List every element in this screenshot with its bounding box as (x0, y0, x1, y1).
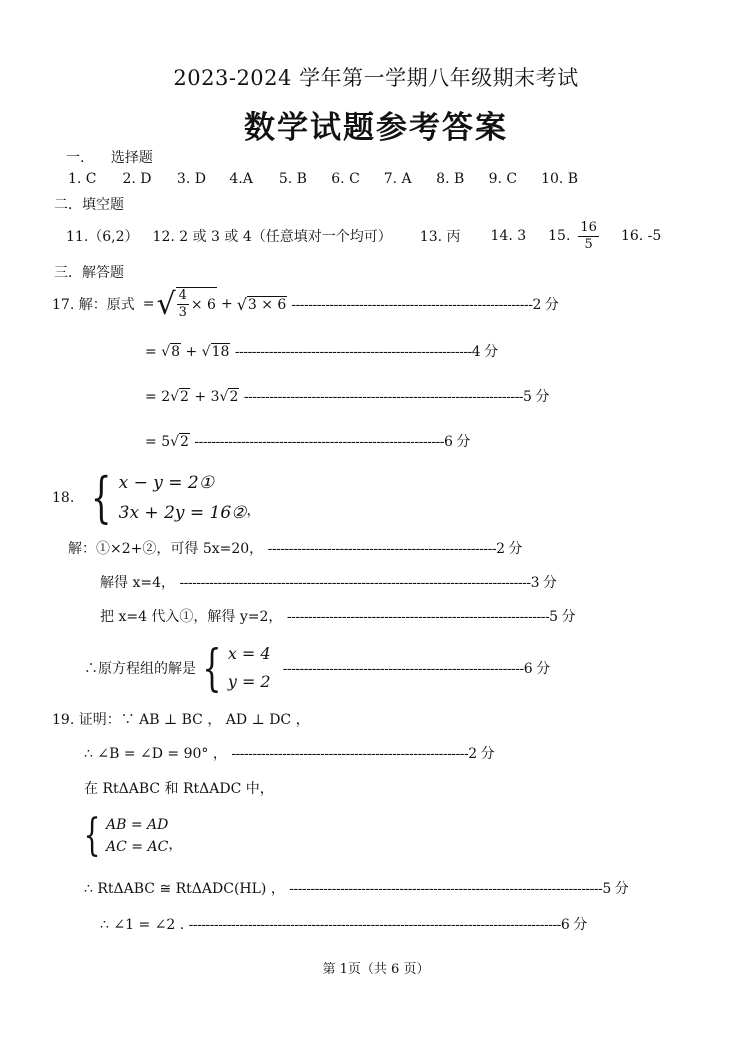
q17-line4 (145, 431, 470, 451)
fraction-denominator: 3 (178, 305, 187, 320)
comma: ， (246, 503, 261, 519)
solution-system (228, 640, 271, 696)
q17-line3 (145, 386, 549, 406)
choice-answer: 9. C (488, 171, 518, 187)
score-dashes-6: -----------------------------------------------------------6 分 (194, 434, 470, 450)
fill-blank-answers-row (66, 216, 661, 256)
sqrt-symbol: √ (201, 344, 211, 360)
score-dashes-6: ---------------------------------------------------------6 分 (282, 661, 550, 677)
radicand: 8 (171, 344, 181, 360)
fraction-denominator: 5 (584, 236, 593, 252)
q18-step2 (100, 572, 556, 592)
score-dashes-5: --------------------------------------------------------------------------5 分 (289, 881, 629, 897)
section1-number: 一. (66, 150, 85, 166)
q19-system (78, 810, 182, 862)
score-dashes-3: -----------------------------------------------------------------------------------3 分 (179, 575, 557, 591)
section3-heading: 三．解答题 (54, 265, 124, 281)
radicand: 2 (180, 389, 189, 405)
radicand-fraction (177, 288, 189, 321)
answer-15-fraction (578, 220, 599, 253)
q19-line4 (100, 914, 587, 934)
score-dashes-2: ------------------------------------------------------2 分 (267, 541, 522, 557)
sqrt-symbol: √ (219, 389, 229, 405)
exam-title: 2023-2024 学年第一学期八年级期末考试 (173, 66, 579, 90)
answer-12: 12. 2 或 3 或 4（任意填对一个均可） (152, 229, 392, 245)
equation-system (119, 468, 247, 528)
choice-answer: 5. B (278, 171, 307, 187)
equals-sign: = (145, 389, 157, 405)
left-brace: { (91, 466, 112, 529)
comma: ， (168, 837, 183, 853)
fraction-numerator: 4 (178, 288, 187, 303)
equals-sign: = (145, 434, 157, 450)
plus-sign: + (220, 296, 233, 312)
sqrt-symbol: √ (170, 434, 180, 450)
condition-2: AC = AC (106, 839, 169, 855)
q18-system (52, 466, 260, 530)
proof-step: ∴ RtΔABC ≅ RtΔADC(HL) ， (84, 881, 285, 897)
score-dashes-2: --------------------------------------------------------2 分 (231, 746, 495, 762)
score-dashes-5: ------------------------------------------------------------------5 分 (243, 389, 549, 405)
q17-line1 (52, 282, 558, 326)
choice-answer: 8. B (436, 171, 465, 187)
proof-step: ∴ ∠B = ∠D = 90° ， (84, 746, 227, 762)
radicand-2: 3 × 6 (247, 296, 287, 313)
choice-answer: 4.A (229, 171, 253, 187)
plus-sign: + (194, 389, 207, 405)
answer-key-title: 数学试题参考答案 (244, 110, 508, 146)
left-brace: { (202, 639, 222, 697)
section1-heading (66, 147, 153, 167)
answer-16: 16. -5 (620, 228, 662, 244)
coefficient: 2 (161, 389, 171, 405)
choice-answer: 3. D (176, 171, 206, 187)
answer-15-label: 15. (548, 228, 571, 244)
q18-label: 18. (52, 490, 75, 506)
answer-11: 11.（6,2） (66, 229, 139, 245)
equals-sign: = (142, 296, 155, 312)
radicand-1 (176, 287, 217, 321)
radicand: 2 (180, 434, 189, 450)
q18-step4 (84, 638, 550, 698)
q17-label: 17. 解：原式 (52, 297, 135, 313)
plus-sign: + (185, 344, 198, 360)
q19-line2: 在 RtΔABC 和 RtΔADC 中， (84, 781, 274, 797)
proof-step: ∴ ∠1 = ∠2 . (100, 917, 185, 933)
q19-line3 (84, 878, 628, 898)
q19-line0: 19. 证明：∵ AB ⊥ BC ， AD ⊥ DC ， (52, 712, 310, 728)
choice-answer: 7. A (383, 171, 412, 187)
congruence-conditions (106, 814, 168, 858)
choice-answer: 10. B (541, 171, 579, 187)
solution-x: x = 4 (227, 644, 271, 663)
choice-answer: 6. C (331, 171, 360, 187)
answer-14: 14. 3 (490, 228, 527, 244)
section2-heading: 二．填空题 (54, 197, 124, 213)
choice-answer: 2. D (122, 171, 152, 187)
q18-step3 (100, 606, 575, 626)
sqrt-symbol: √ (236, 294, 247, 314)
page-footer: 第 1页（共 6 页） (322, 962, 430, 977)
sqrt-symbol: √ (161, 344, 171, 360)
equals-sign: = (145, 344, 157, 360)
equation-1: x − y = 2① (118, 473, 214, 493)
sqrt-symbol: √ (170, 389, 180, 405)
solution-step: 把 x=4 代入①，解得 y=2， (100, 609, 283, 625)
q19-line1 (84, 743, 494, 763)
section1-title: 选择题 (110, 150, 153, 166)
solution-step: ∴原方程组的解是 (84, 661, 196, 677)
condition-1: AB = AD (106, 817, 169, 833)
answer-13: 13. 丙 (419, 229, 461, 245)
radicand-factor: × 6 (190, 296, 216, 313)
solution-step: 解得 x=4， (100, 575, 175, 591)
fraction-numerator: 16 (580, 219, 597, 235)
choice-answer: 1. C (68, 171, 97, 187)
q18-step1 (68, 538, 522, 558)
sqrt-symbol: √ (156, 286, 176, 322)
radicand: 18 (211, 344, 230, 360)
left-brace: { (83, 810, 101, 861)
score-dashes-2: ---------------------------------------------------------2 分 (291, 297, 559, 313)
score-dashes-4: --------------------------------------------------------4 分 (234, 344, 498, 360)
score-dashes-5: --------------------------------------------------------------5 分 (286, 609, 576, 625)
equation-2: 3x + 2y = 16② (118, 503, 247, 523)
coefficient: 5 (161, 434, 171, 450)
q17-line2 (145, 341, 498, 361)
solution-y: y = 2 (227, 672, 271, 691)
choice-answers-row (68, 171, 581, 187)
radicand: 2 (229, 389, 239, 405)
score-dashes-6: ----------------------------------------------------------------------------------------6 分 (188, 917, 587, 933)
coefficient: 3 (210, 389, 220, 405)
solution-step: 解：①×2+②，可得 5x=20， (68, 541, 264, 557)
